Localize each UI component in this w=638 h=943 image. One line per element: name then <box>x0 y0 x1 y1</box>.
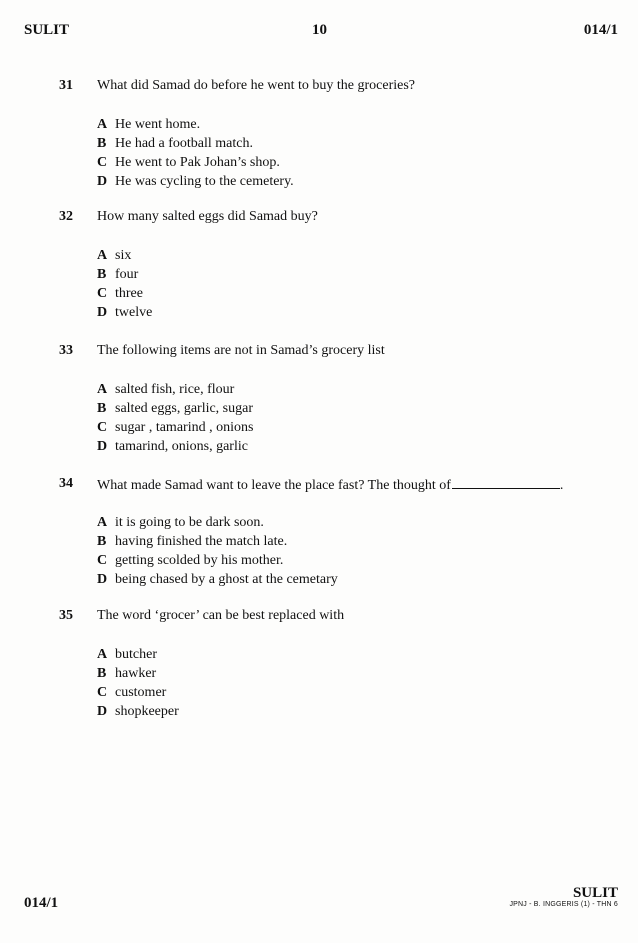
option-d <box>97 570 338 589</box>
option-letter: B <box>97 401 107 416</box>
option-text: sugar , tamarind , onions <box>115 420 254 435</box>
option-c <box>97 551 338 570</box>
option-letter: D <box>97 174 108 189</box>
option-letter: A <box>97 515 108 530</box>
option-letter: B <box>97 267 107 282</box>
option-text: being chased by a ghost at the cemetary <box>115 572 338 587</box>
option-letter: A <box>97 248 108 263</box>
question-text: What made Samad want to leave the place fast? The thought of <box>97 478 451 493</box>
option-text: salted eggs, garlic, sugar <box>115 401 254 416</box>
question-text: How many salted eggs did Samad buy? <box>97 209 318 224</box>
footer-exam-code: JPNJ - B. INGGERIS (1) - THN 6 <box>509 901 618 908</box>
option-b <box>97 265 152 284</box>
option-list <box>97 115 294 191</box>
option-text: salted fish, rice, flour <box>115 382 235 397</box>
option-text: He went to Pak Johan’s shop. <box>115 155 280 170</box>
option-list <box>97 645 179 721</box>
question-number: 32 <box>59 209 73 224</box>
option-text: shopkeeper <box>115 704 179 719</box>
footer-classification: SULIT <box>572 885 618 901</box>
option-letter: B <box>97 136 107 151</box>
option-c <box>97 153 294 172</box>
option-text: getting scolded by his mother. <box>115 553 284 568</box>
option-letter: C <box>97 155 108 170</box>
option-d <box>97 303 152 322</box>
question-trailing: . <box>559 478 564 493</box>
option-c <box>97 284 152 303</box>
header-paper-code: 014/1 <box>583 22 618 38</box>
option-a <box>97 380 253 399</box>
option-letter: C <box>97 553 108 568</box>
question-text-line <box>97 476 563 494</box>
footer-paper-code: 014/1 <box>24 895 59 911</box>
page-number: 10 <box>312 22 327 38</box>
answer-blank <box>452 476 560 489</box>
question-text: The word ‘grocer’ can be best replaced with <box>97 608 345 623</box>
option-text: tamarind, onions, garlic <box>115 439 248 454</box>
question-text: What did Samad do before he went to buy the groceries? <box>97 78 416 93</box>
option-letter: C <box>97 685 108 700</box>
option-text: He had a football match. <box>115 136 254 151</box>
option-d <box>97 172 294 191</box>
option-letter: C <box>97 286 108 301</box>
question-number: 33 <box>59 343 73 358</box>
question-number: 31 <box>59 78 73 93</box>
option-list <box>97 380 253 456</box>
option-list <box>97 246 152 322</box>
question-text: The following items are not in Samad’s grocery list <box>97 343 385 358</box>
option-text: six <box>115 248 132 263</box>
option-c <box>97 683 179 702</box>
option-letter: A <box>97 382 108 397</box>
option-letter: C <box>97 420 108 435</box>
option-list <box>97 513 338 589</box>
option-a <box>97 513 338 532</box>
option-letter: D <box>97 572 108 587</box>
option-a <box>97 645 179 664</box>
option-text: hawker <box>115 666 157 681</box>
option-letter: A <box>97 117 108 132</box>
option-d <box>97 437 253 456</box>
option-text: customer <box>115 685 167 700</box>
option-text: having finished the match late. <box>115 534 288 549</box>
option-text: He was cycling to the cemetery. <box>115 174 294 189</box>
option-text: He went home. <box>115 117 201 132</box>
option-b <box>97 134 294 153</box>
option-text: it is going to be dark soon. <box>115 515 264 530</box>
option-b <box>97 399 253 418</box>
option-letter: D <box>97 305 108 320</box>
footer-block <box>509 885 618 908</box>
option-a <box>97 115 294 134</box>
option-a <box>97 246 152 265</box>
option-text: butcher <box>115 647 157 662</box>
option-d <box>97 702 179 721</box>
option-text: three <box>115 286 143 301</box>
option-text: twelve <box>115 305 153 320</box>
option-text: four <box>115 267 139 282</box>
option-letter: D <box>97 439 108 454</box>
question-number: 35 <box>59 608 73 623</box>
option-letter: B <box>97 534 107 549</box>
header-classification: SULIT <box>24 22 70 38</box>
option-b <box>97 664 179 683</box>
option-letter: A <box>97 647 108 662</box>
option-c <box>97 418 253 437</box>
option-letter: B <box>97 666 107 681</box>
option-letter: D <box>97 704 108 719</box>
question-number: 34 <box>59 476 73 491</box>
option-b <box>97 532 338 551</box>
